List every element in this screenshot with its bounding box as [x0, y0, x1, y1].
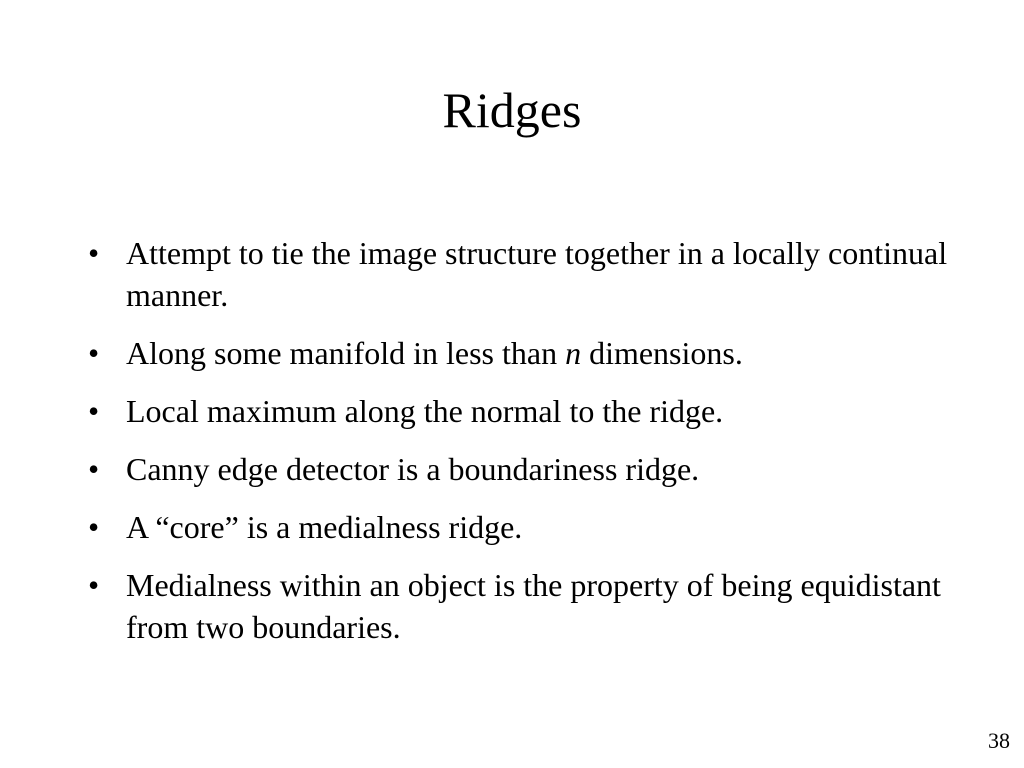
- bullet-list: [88, 232, 948, 664]
- bullet-item: [88, 564, 948, 648]
- bullet-text: Attempt to tie the image structure together in a locally continual manner.: [126, 235, 948, 313]
- bullet-text: Local maximum along the normal to the ridge.: [126, 393, 724, 429]
- bullet-item: [88, 390, 948, 432]
- bullet-icon: •: [88, 393, 100, 429]
- bullet-icon: •: [88, 567, 100, 603]
- bullet-icon: •: [88, 451, 100, 487]
- bullet-text: Canny edge detector is a boundariness ridge.: [126, 451, 700, 487]
- slide-number: 38: [988, 728, 1010, 753]
- bullet-item: [88, 332, 948, 374]
- bullet-text: Along some manifold in less than: [126, 335, 566, 371]
- bullet-item: [88, 506, 948, 548]
- bullet-icon: •: [88, 509, 100, 545]
- bullet-italic-text: n: [565, 335, 582, 371]
- bullet-icon: •: [88, 235, 100, 271]
- bullet-item: [88, 448, 948, 490]
- bullet-text: A “core” is a medialness ridge.: [126, 509, 523, 545]
- bullet-icon: •: [88, 335, 100, 371]
- bullet-text: dimensions.: [581, 335, 743, 371]
- bullet-item: [88, 232, 948, 316]
- bullet-text: Medialness within an object is the property of being equidistant from two boundaries.: [126, 567, 941, 645]
- slide-title: Ridges: [442, 82, 582, 138]
